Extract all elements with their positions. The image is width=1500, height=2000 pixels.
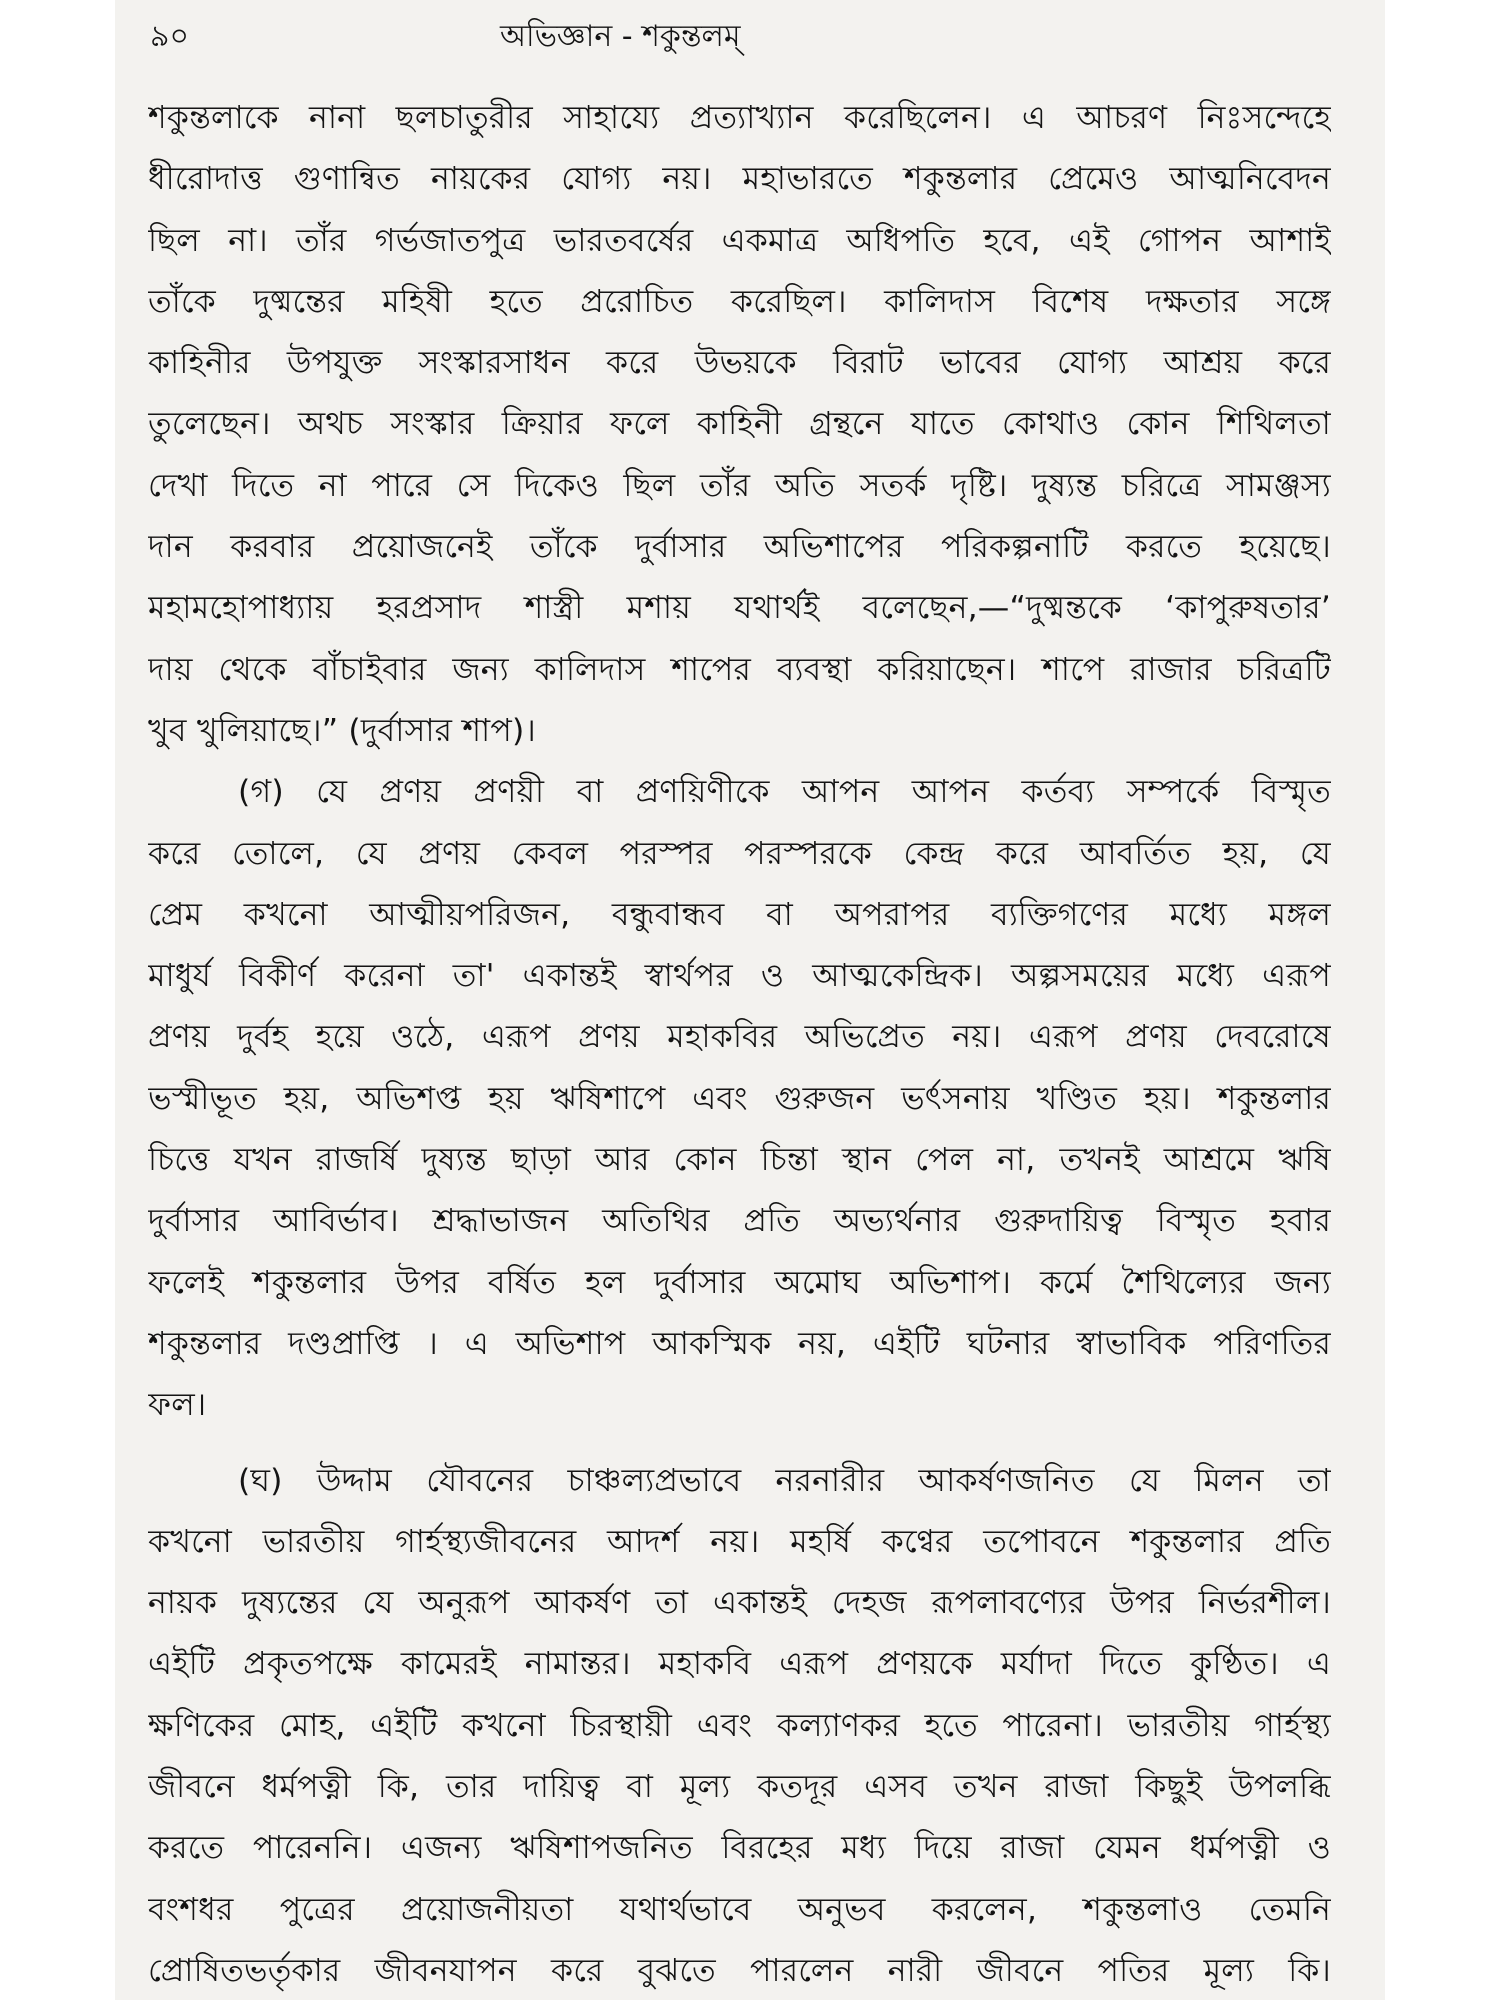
text-line: ফল। [148,1387,207,1424]
text-line: মহামহোপাধ্যায় হরপ্রসাদ শাস্ত্রী মশায় যথার্থই বলেছেন,—“দুষ্মন্তকে ‘কাপুরুষতার’ [148,590,1331,627]
paragraph-gha [148,1451,1331,2000]
text-line: (গ) যে প্রণয় প্রণয়ী বা প্রণয়িণীকে আপন আপন কর্তব্য সম্পর্কে বিস্মৃত [238,774,1331,811]
text-line: কাহিনীর উপযুক্ত সংস্কারসাধন করে উভয়কে বিরাট ভাবের যোগ্য আশ্রয় করে [148,345,1331,382]
body-text [148,88,1331,2000]
text-line: প্রণয় দুর্বহ হয়ে ওঠে, এরূপ প্রণয় মহাকবির অভিপ্রেত নয়। এরূপ প্রণয় দেবরোষে [148,1019,1331,1056]
text-line: চিত্তে যখন রাজর্ষি দুষ্যন্ত ছাড়া আর কোন চিন্তা স্থান পেল না, তখনই আশ্রমে ঋষি [148,1142,1331,1179]
text-line: তুলেছেন। অথচ সংস্কার ক্রিয়ার ফলে কাহিনী গ্রন্থনে যাতে কোথাও কোন শিথিলতা [148,406,1331,443]
text-line: মাধুর্য বিকীর্ণ করেনা তা' একান্তই স্বার্থপর ও আত্মকেন্দ্রিক। অল্পসময়ের মধ্যে এরূপ [148,958,1331,995]
page-header [150,8,1330,58]
text-line: ছিল না। তাঁর গর্ভজাতপুত্র ভারতবর্ষের একমাত্র অধিপতি হবে, এই গোপন আশাই [148,222,1331,259]
page-number: ৯০ [150,19,189,54]
text-line: (ঘ) উদ্দাম যৌবনের চাঞ্চল্যপ্রভাবে নরনারীর আকর্ষণজনিত যে মিলন তা [238,1462,1331,1499]
text-line: ফলেই শকুন্তলার উপর বর্ষিত হল দুর্বাসার অমোঘ অভিশাপ। কর্মে শৈথিল্যের জন্য [148,1264,1331,1301]
text-line: দান করবার প্রয়োজনেই তাঁকে দুর্বাসার অভিশাপের পরিকল্পনাটি করতে হয়েছে। [148,529,1331,566]
text-line: প্রোষিতভর্তৃকার জীবনযাপন করে বুঝতে পারলেন নারী জীবনে পতির মূল্য কি। [148,1952,1331,1989]
text-line: ক্ষণিকের মোহ, এইটি কখনো চিরস্থায়ী এবং কল্যাণকর হতে পারেনা। ভারতীয় গার্হস্থ্য [148,1707,1331,1744]
text-line: শকুন্তলার দণ্ডপ্রাপ্তি । এ অভিশাপ আকস্মিক নয়, এইটি ঘটনার স্বাভাবিক পরিণতির [148,1325,1331,1362]
text-line: করে তোলে, যে প্রণয় কেবল পরস্পর পরস্পরকে কেন্দ্র করে আবর্তিত হয়, যে [148,835,1331,872]
text-line: দায় থেকে বাঁচাইবার জন্য কালিদাস শাপের ব্যবস্থা করিয়াছেন। শাপে রাজার চরিত্রটি [148,651,1331,688]
text-line: দুর্বাসার আবির্ভাব। শ্রদ্ধাভাজন অতিথির প্রতি অভ্যর্থনার গুরুদায়িত্ব বিস্মৃত হবার [148,1203,1331,1240]
text-line: করতে পারেননি। এজন্য ঋষিশাপজনিত বিরহের মধ্য দিয়ে রাজা যেমন ধর্মপত্নী ও [148,1830,1331,1867]
paragraph-continuation [148,88,1331,762]
text-line: ভস্মীভূত হয়, অভিশপ্ত হয় ঋষিশাপে এবং গুরুজন ভর্ৎসনায় খণ্ডিত হয়। শকুন্তলার [148,1080,1331,1117]
text-line: কখনো ভারতীয় গার্হস্থ্যজীবনের আদর্শ নয়। মহর্ষি কণ্বের তপোবনে শকুন্তলার প্রতি [148,1523,1331,1560]
text-line: জীবনে ধর্মপত্নী কি, তার দায়িত্ব বা মূল্য কতদূর এসব তখন রাজা কিছুই উপলব্ধি [148,1769,1331,1806]
paragraph-gap [148,1437,1331,1451]
book-page [115,0,1385,2000]
text-line: এইটি প্রকৃতপক্ষে কামেরই নামান্তর। মহাকবি এরূপ প্রণয়কে মর্যাদা দিতে কুণ্ঠিত। এ [148,1646,1331,1683]
text-line: দেখা দিতে না পারে সে দিকেও ছিল তাঁর অতি সতর্ক দৃষ্টি। দুষ্যন্ত চরিত্রে সামঞ্জস্য [148,467,1331,504]
running-title: অভিজ্ঞান - শকুন্তলম্ [500,19,741,54]
text-line: বংশধর পুত্রের প্রয়োজনীয়তা যথার্থভাবে অনুভব করলেন, শকুন্তলাও তেমনি [148,1891,1331,1928]
text-line: শকুন্তলাকে নানা ছলচাতুরীর সাহায্যে প্রত্যাখ্যান করেছিলেন। এ আচরণ নিঃসন্দেহে [148,100,1331,136]
text-line: ধীরোদাত্ত গুণান্বিত নায়কের যোগ্য নয়। মহাভারতে শকুন্তলার প্রেমেও আত্মনিবেদন [148,161,1331,198]
text-line: প্রেম কখনো আত্মীয়পরিজন, বন্ধুবান্ধব বা অপরাপর ব্যক্তিগণের মধ্যে মঙ্গল [148,896,1331,933]
text-line: নায়ক দুষ্যন্তের যে অনুরূপ আকর্ষণ তা একান্তই দেহজ রূপলাবণ্যের উপর নির্ভরশীল। [148,1585,1331,1622]
paragraph-ga [148,762,1331,1436]
text-line: তাঁকে দুষ্মন্তের মহিষী হতে প্ররোচিত করেছিল। কালিদাস বিশেষ দক্ষতার সঙ্গে [148,283,1331,320]
text-line: খুব খুলিয়াছে।” (দুর্বাসার শাপ)। [148,712,536,749]
